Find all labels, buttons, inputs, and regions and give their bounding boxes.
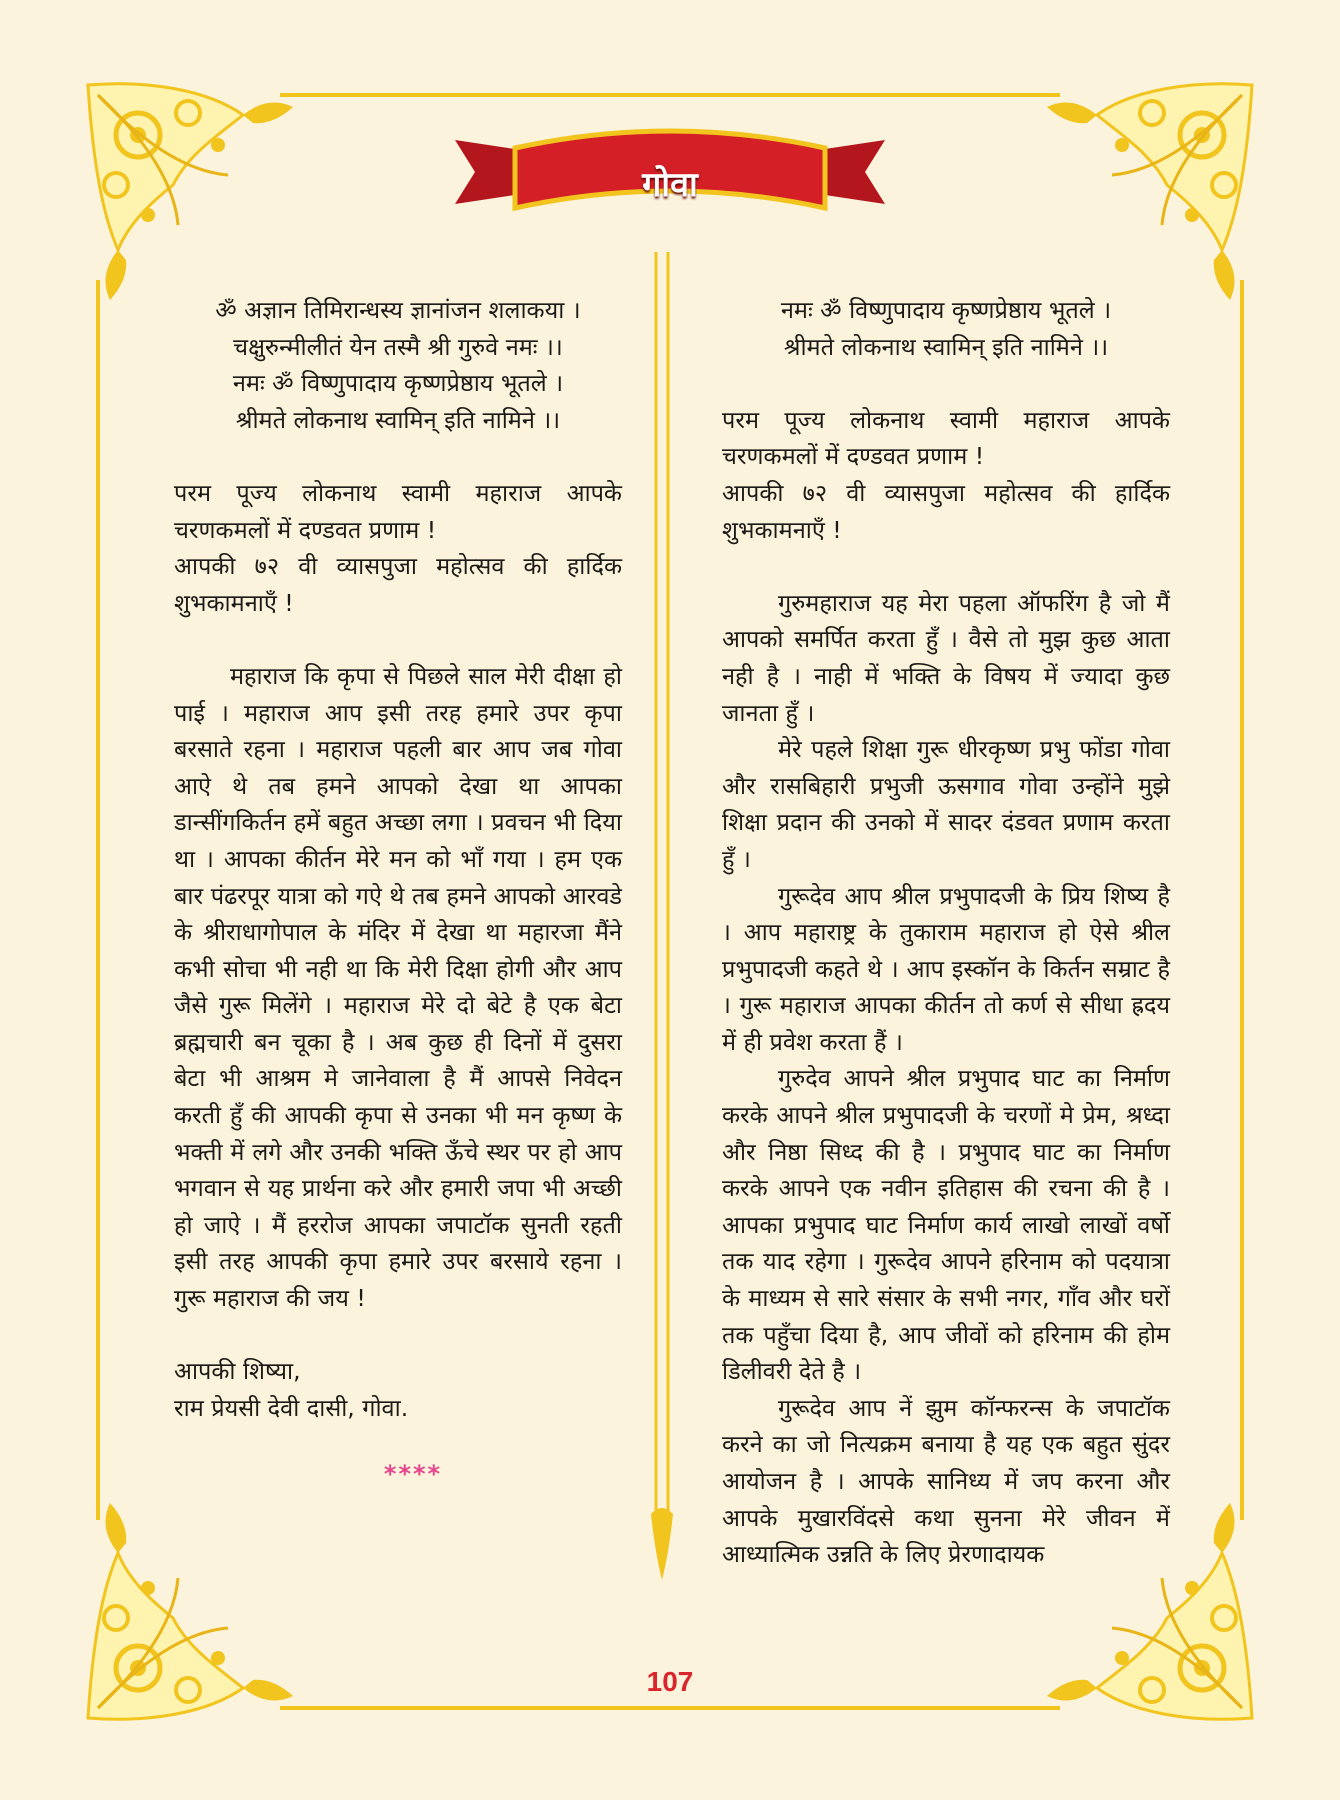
wishes: आपकी ७२ वी व्यासपुजा महोत्सव की हार्दिक शुभकामनाएँ ! [174,552,622,617]
paragraph: गुरुदेव आपने श्रील प्रभुपाद घाट का निर्माण करके आपने श्रील प्रभुपादजी के चरणों मे प्रेम, श्रध्दा और निष्ठा सिध्द की है । प्रभुपाद घाट का निर्माण करके आपने एक नवीन इतिहास की रचना की है । आपका प्रभुपाद घाट निर्माण कार्य लाखो लाखों वर्षो तक याद रहेगा । गुरूदेव आपने हरिनाम को पदयात्रा के माध्यम से सारे संसार के सभी नगर, गाँव और घरों तक पहुँचा दिया है, आप जीवों को हरिनाम की होम डिलीवरी देते है । [722,1064,1170,1386]
verse-line: नमः ॐ विष्णुपादाय कृष्णप्रेष्ठाय भूतले । [780,296,1112,324]
left-column [174,292,622,1493]
offering-body: महाराज कि कृपा से पिछले साल मेरी दीक्षा हो पाई । महाराज आप इसी तरह हमारे उपर कृपा बरसाते रहना । महाराज पहली बार आप जब गोवा आऐ थे तब हमने आपको देखा था आपका डान्सींगकिर्तन हमें बहुत अच्छा लगा । प्रवचन भी दिया था । आपका कीर्तन मेरे मन को भाँ गया । हम एक बार पंढरपूर यात्रा को गऐ थे तब हमने आपको आरवडे के श्रीराधागोपाल के मंदिर में देखा था महारजा मैंने कभी सोचा भी नही था कि मेरी दिक्षा होगी और आप जैसे गुरू मिलेंगे । महाराज मेरे दो बेटे है एक बेटा ब्रह्मचारी बन चूका है । अब कुछ ही दिनों में दुसरा बेटा भी आश्रम मे जानेवाला है मैं आपसे निवेदन करती हुँ की आपकी कृपा से उनका भी मन कृष्ण के भक्ती में लगे और उनकी भक्ति ऊँचे स्थर पर हो आप भगवान से यह प्रार्थना करे और हमारी जपा भी अच्छी हो जाऐ । मैं हररोज आपका जपाटॉक सुनती रहती इसी तरह आपकी कृपा हमारे उपर बरसाये रहना । गुरू महाराज की जय ! [174,661,622,1313]
verse-line: चक्षुरुन्मीलीतं येन तस्मै श्री गुरुवे नमः ।। [233,332,563,361]
paragraph: गुरुमहाराज यह मेरा पहला ऑफरिंग है जो मैं आपको समर्पित करता हुँ । वैसे तो मुझ कुछ आता नही है । नाही में भक्ति के विषय में ज्यादा कुछ जानता हुँ । [722,588,1170,727]
page-number: 107 [646,1666,694,1697]
greeting: परम पूज्य लोकनाथ स्वामी महाराज आपके चरणकमलों में दण्डवत प्रणाम ! [174,478,622,544]
verse-line: ॐ अज्ञान तिमिरान्धस्य ज्ञानांजन शलाकया । [215,296,581,324]
invocation-verse [722,292,1170,365]
right-column [722,292,1170,1573]
section-end-stars: **** [383,1460,443,1489]
wishes: आपकी ७२ वी व्यासपुजा महोत्सव की हार्दिक शुभकामनाएँ ! [722,478,1170,544]
column-divider [649,252,675,1582]
page-title: गोवा [642,165,698,205]
paragraph: गुरूदेव आप श्रील प्रभुपादजी के प्रिय शिष्य है । आप महाराष्ट्र के तुकाराम महाराज हो ऐसे श्रील प्रभुपादजी कहते थे । आप इस्कॉन के किर्तन सम्राट है । गुरू महाराज आपका कीर्तन तो कर्ण से सीधा ह्रदय में ही प्रवेश करता हैं । [722,881,1170,1056]
verse-line: नमः ॐ विष्णुपादाय कृष्णप्रेष्ठाय भूतले । [232,369,564,398]
invocation-verse [174,292,622,438]
verse-line: श्रीमते लोकनाथ स्वामिन् इति नामिने ।। [235,405,561,434]
verse-line: श्रीमते लोकनाथ स्वामिन् इति नामिने ।। [783,332,1109,361]
paragraph: गुरूदेव आप नें झुम कॉन्फरन्स के जपाटॉक करने का जो नित्यक्रम बनाया है यह एक बहुत सुंदर आयोजन है । आपके सानिध्य में जप करना और आपके मुखारविंदसे कथा सुनना मेरे जीवन में आध्यात्मिक उन्नति के लिए प्रेरणादायक [722,1393,1170,1569]
greeting: परम पूज्य लोकनाथ स्वामी महाराज आपके चरणकमलों में दण्डवत प्रणाम ! [722,405,1170,471]
signature: राम प्रेयसी देवी दासी, गोवा. [174,1393,409,1422]
signoff: आपकी शिष्या, [174,1357,301,1386]
paragraph: मेरे पहले शिक्षा गुरू धीरकृष्ण प्रभु फोंडा गोवा और रासबिहारी प्रभुजी ऊसगाव गोवा उन्होंने मुझे शिक्षा प्रदान की उनको में सादर दंडवत प्रणाम करता हुँ । [722,735,1170,873]
